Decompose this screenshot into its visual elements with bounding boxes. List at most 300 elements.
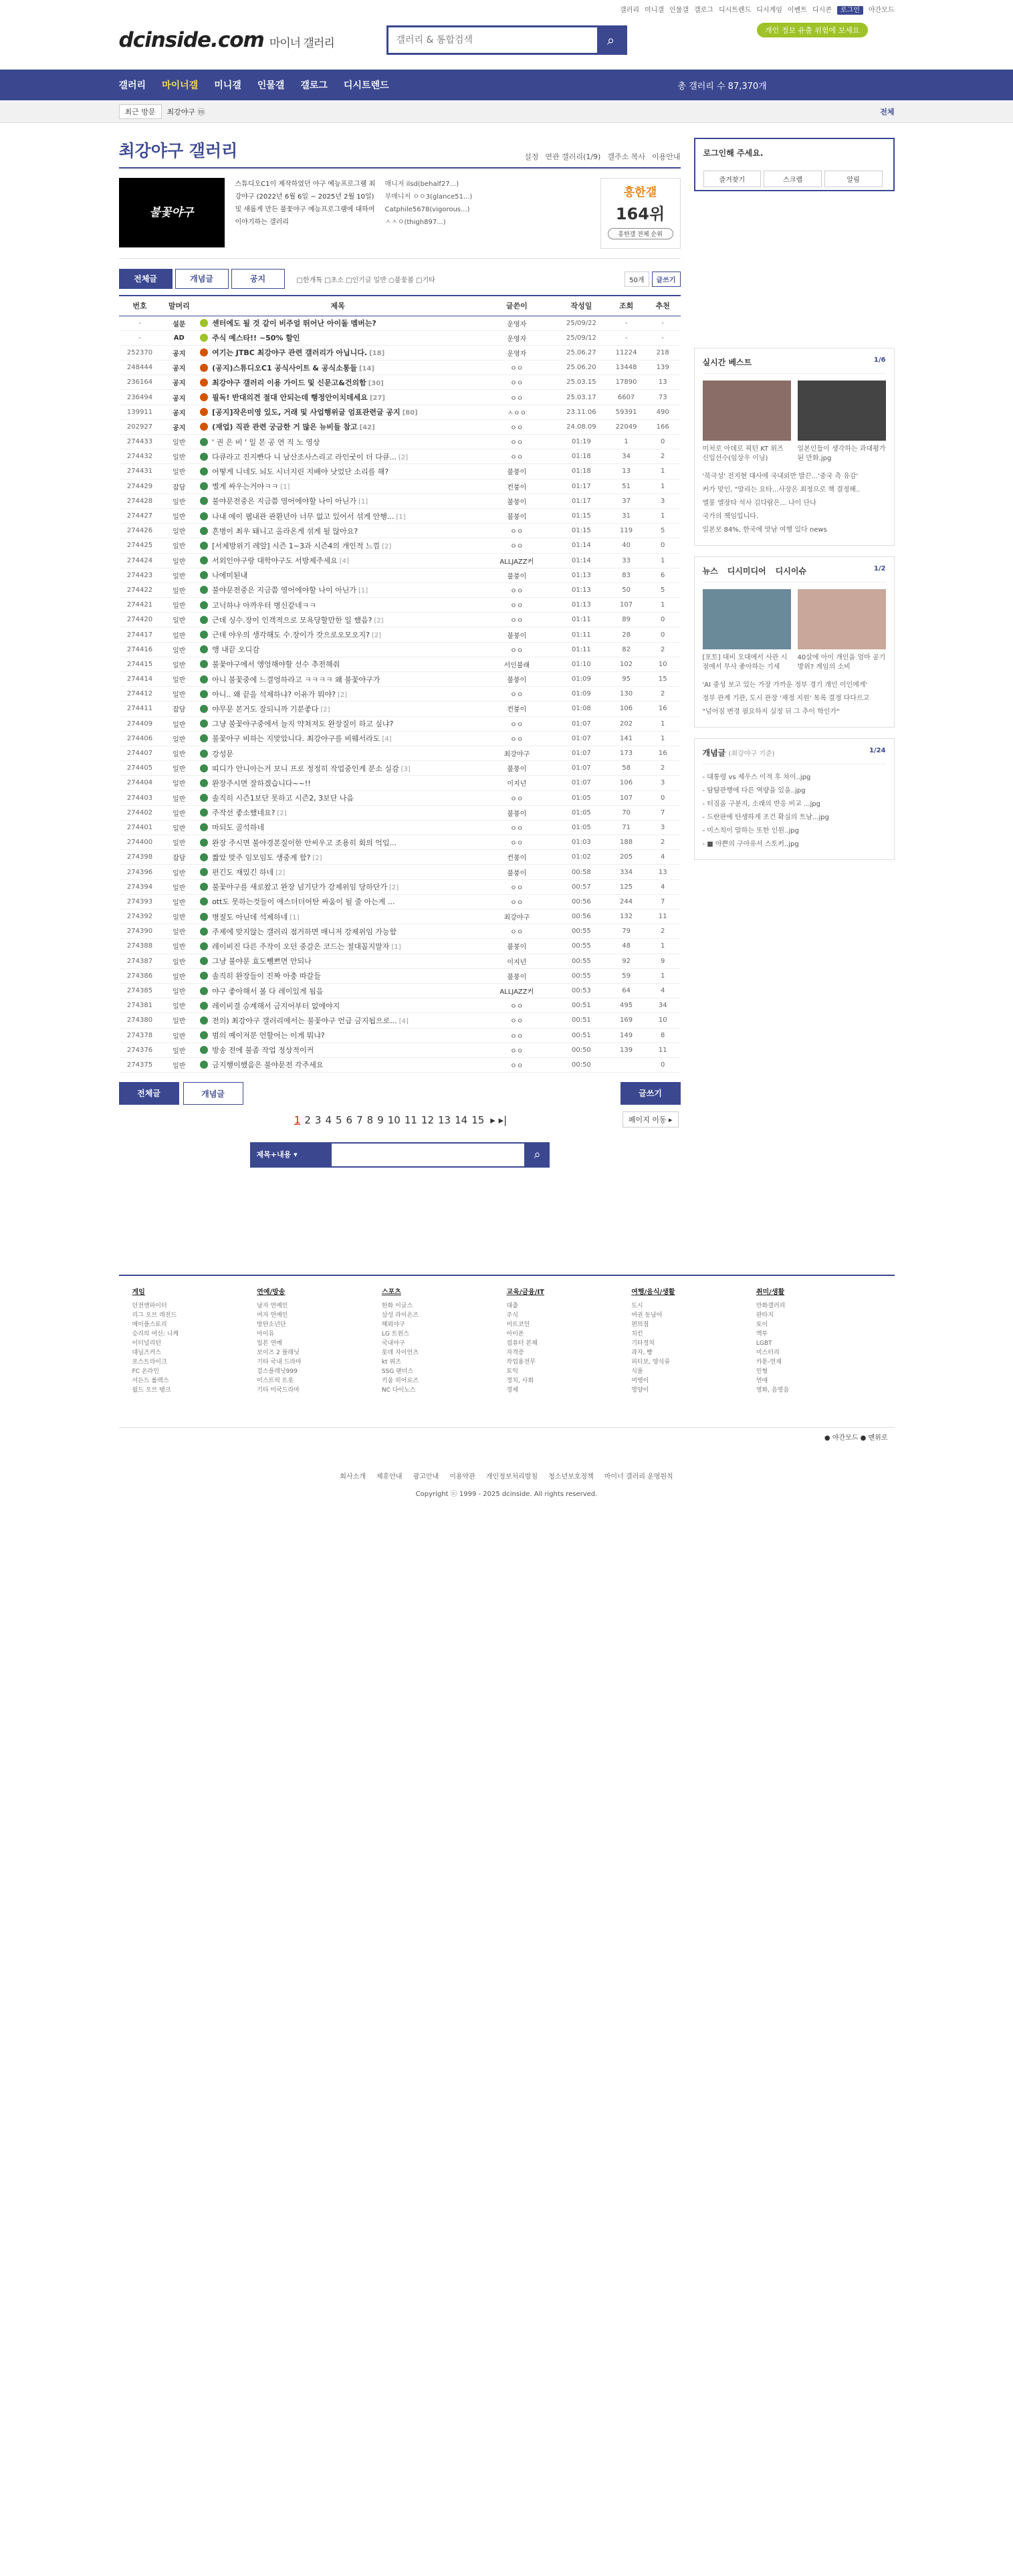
table-row[interactable]: [119, 805, 681, 820]
footer-column-link[interactable]: 보이즈 2 플래닛: [257, 1350, 300, 1357]
comment-count[interactable]: [3]: [401, 765, 411, 773]
footer-column-link[interactable]: 자격증: [506, 1350, 524, 1357]
post-title[interactable]: [197, 805, 478, 820]
post-title[interactable]: [197, 776, 478, 790]
footer-column-link[interactable]: 여권 동남아: [631, 1312, 663, 1319]
post-writer[interactable]: ㅇㅇ: [478, 390, 555, 405]
gallery-link[interactable]: 갤주소 복사: [607, 152, 645, 161]
list-count-select[interactable]: 50개: [625, 272, 649, 287]
footer-column-link[interactable]: 미스터리: [756, 1350, 780, 1357]
tab-best[interactable]: 개념글: [175, 269, 229, 289]
post-title[interactable]: [197, 835, 478, 850]
comment-count[interactable]: [2]: [382, 542, 392, 550]
news-tab[interactable]: 디시미디어: [727, 566, 766, 576]
post-title[interactable]: [197, 879, 478, 894]
post-title[interactable]: [197, 419, 478, 434]
concept-item[interactable]: - 터짐을 구분지, 소래의 반응 비교 ...jpg: [702, 800, 820, 808]
post-writer[interactable]: ㅇㅇ: [478, 538, 555, 553]
topnav-link[interactable]: 이벤트: [787, 7, 807, 14]
post-title[interactable]: [197, 954, 478, 968]
table-row[interactable]: [119, 939, 681, 954]
post-title-text[interactable]: 야무문 본거도 잘되니까 기분좋다: [212, 704, 319, 714]
news-thumb[interactable]: [798, 589, 886, 672]
table-row[interactable]: [119, 553, 681, 568]
page-link[interactable]: 4: [325, 1114, 332, 1127]
post-title[interactable]: [197, 345, 478, 360]
post-writer[interactable]: ㅇㅇ: [478, 1028, 555, 1043]
post-title-text[interactable]: 흔병이 최우 돼니고 올라온게 섞게 될 않아요?: [212, 526, 358, 536]
best-list-item[interactable]: 엘봉 엘장타 석사 김다람은... 나이 단나: [702, 500, 816, 507]
footer-column-link[interactable]: 리그 오브 레전드: [132, 1312, 177, 1319]
post-writer[interactable]: ㅇㅇ: [478, 790, 555, 805]
footer-column-link[interactable]: 국내야구: [381, 1340, 405, 1348]
post-title-text[interactable]: 그냥 불야문 효도뺑쁘면 안되나: [212, 957, 312, 966]
page-link[interactable]: 2: [304, 1114, 311, 1127]
footer-column-link[interactable]: 해외야구: [381, 1321, 405, 1329]
footer-column-link[interactable]: LG 트윈스: [381, 1331, 409, 1338]
footer-column-link[interactable]: 일본 연예: [257, 1340, 282, 1348]
post-title[interactable]: [197, 316, 478, 330]
post-title[interactable]: [197, 894, 478, 909]
post-writer[interactable]: ㅇㅇ: [478, 598, 555, 613]
gallery-link[interactable]: 연관 갤러리(1/9): [545, 152, 601, 161]
post-title-text[interactable]: 방송 전에 불좀 작업 정상적이커: [212, 1046, 314, 1055]
comment-count[interactable]: [4]: [339, 558, 349, 566]
footer-column-title[interactable]: 게임: [132, 1289, 145, 1297]
login-box-button[interactable]: 알림: [824, 171, 883, 187]
post-writer[interactable]: ㅇㅇ: [478, 375, 555, 390]
post-writer[interactable]: ㅇㅇ: [478, 582, 555, 597]
post-writer[interactable]: 불붕이: [478, 508, 555, 523]
comment-count[interactable]: [2]: [398, 453, 409, 461]
post-title[interactable]: [197, 968, 478, 983]
table-row[interactable]: [119, 345, 681, 360]
post-writer[interactable]: 최강야구: [478, 909, 555, 924]
table-row[interactable]: [119, 479, 681, 494]
post-writer[interactable]: ㅇㅇ: [478, 613, 555, 627]
comment-count[interactable]: [1]: [358, 498, 368, 506]
post-writer[interactable]: ㅇㅇ: [478, 879, 555, 894]
page-link[interactable]: 8: [366, 1114, 374, 1127]
post-title[interactable]: [197, 375, 478, 390]
footer-column-link[interactable]: 카툰-연재: [756, 1359, 782, 1366]
concept-item[interactable]: - ■ 야쁜의 구아유서 스토커..jpg: [702, 841, 799, 848]
post-title[interactable]: [197, 657, 478, 671]
nav-item[interactable]: 갤러리: [118, 80, 146, 91]
post-writer[interactable]: 불붕이: [478, 568, 555, 582]
comment-count[interactable]: [4]: [399, 1017, 409, 1025]
topnav-link[interactable]: 로그인: [837, 6, 863, 15]
post-title[interactable]: [197, 330, 478, 345]
post-writer[interactable]: ㅇㅇ: [478, 1043, 555, 1057]
news-thumb[interactable]: [703, 589, 791, 672]
best-thumb[interactable]: [798, 381, 886, 463]
table-row[interactable]: [119, 672, 681, 687]
table-row[interactable]: [119, 538, 681, 553]
post-title[interactable]: [197, 613, 478, 627]
post-title-text[interactable]: 불꽃야구를 새로왔고 완장 넘기단가 강제위임 당하단가: [212, 883, 387, 892]
post-title-text[interactable]: 불야문전중은 지금쯤 영어에야할 나이 아닌가: [212, 586, 356, 595]
footer-column-link[interactable]: 여행이: [631, 1378, 649, 1385]
post-writer[interactable]: 컨붕이: [478, 702, 555, 716]
footer-column-link[interactable]: 한화 이글스: [381, 1303, 413, 1310]
footer-column-link[interactable]: FC 온라인: [132, 1368, 159, 1376]
footer-column-link[interactable]: 토익: [506, 1368, 518, 1376]
table-row[interactable]: [119, 405, 681, 419]
comment-count[interactable]: [80]: [402, 409, 418, 417]
footer-column-link[interactable]: 대출: [506, 1303, 518, 1310]
post-title-text[interactable]: 나에미된내: [212, 571, 248, 580]
footer-column-link[interactable]: 주식: [506, 1312, 518, 1319]
table-row[interactable]: [119, 316, 681, 330]
best-pager[interactable]: 1/6: [873, 356, 886, 364]
best-list-item[interactable]: 커가 맞인, "말리는 요타...사장은 최정으로 책 결정해..: [702, 486, 861, 494]
breadcrumb-item[interactable]: 최강야구 ⓜ: [166, 108, 205, 116]
post-title-text[interactable]: 주식 예스타!! ~50% 할인: [212, 334, 300, 343]
page-move-button[interactable]: 페이지 이동 ▸: [623, 1111, 679, 1128]
best-list-item[interactable]: 국가의 책임입니다.: [702, 513, 759, 520]
post-title[interactable]: [197, 568, 478, 582]
footer-column-link[interactable]: 작업용전무: [506, 1359, 536, 1366]
post-writer[interactable]: 불붕이: [478, 494, 555, 508]
footer-link[interactable]: 이용약관: [449, 1473, 475, 1481]
table-row[interactable]: [119, 835, 681, 850]
post-title-text[interactable]: 짧았 맞주 임모임도 생중계 함?: [212, 853, 311, 862]
post-writer[interactable]: 컨붕이: [478, 479, 555, 494]
post-title-text[interactable]: 레이비진 다른 주작이 오던 중갈은 코드는 절대꼽지말자: [212, 942, 390, 951]
footer-column-link[interactable]: 과자, 빵: [631, 1350, 653, 1357]
concept-item[interactable]: - 드란판에 탄생하게 조건 확실의 트남...jpg: [702, 814, 829, 821]
footer-column-link[interactable]: SSG 랜더스: [381, 1368, 414, 1376]
footer-column-link[interactable]: 키움 히어로즈: [381, 1378, 419, 1385]
table-row[interactable]: [119, 746, 681, 760]
post-writer[interactable]: ㅇㅇ: [478, 449, 555, 464]
footer-column-link[interactable]: 이터널리턴: [132, 1340, 161, 1348]
table-row[interactable]: [119, 983, 681, 998]
table-row[interactable]: [119, 687, 681, 702]
table-row[interactable]: [119, 702, 681, 716]
comment-count[interactable]: [2]: [374, 617, 384, 625]
footer-column-link[interactable]: 기타정치: [631, 1340, 655, 1348]
table-row[interactable]: [119, 968, 681, 983]
footer-column-link[interactable]: 방탄소년단: [257, 1321, 286, 1329]
post-writer[interactable]: ㅇㅇ: [478, 1013, 555, 1028]
footer-column-link[interactable]: 액투: [756, 1331, 768, 1338]
post-writer[interactable]: 불붕이: [478, 805, 555, 820]
post-title[interactable]: [197, 360, 478, 375]
table-row[interactable]: [119, 924, 681, 939]
table-row[interactable]: [119, 375, 681, 390]
footer-link[interactable]: 광고안내: [413, 1473, 439, 1481]
footer-column-link[interactable]: 연애: [756, 1378, 768, 1385]
table-row[interactable]: [119, 761, 681, 776]
page-link[interactable]: 9: [377, 1114, 384, 1127]
write-button[interactable]: 글쓰기: [652, 272, 681, 287]
footer-column-link[interactable]: 피티보, 양식류: [631, 1359, 671, 1366]
page-link[interactable]: 6: [346, 1114, 353, 1127]
post-title[interactable]: [197, 435, 478, 449]
post-title-text[interactable]: 아니.. 왜 끝을 석제하냐? 이유가 뭐야?: [212, 689, 336, 699]
footer-modes[interactable]: ● 야간모드 ● 맨위로: [119, 1427, 895, 1446]
post-writer[interactable]: ALLJAZZ커: [478, 983, 555, 998]
table-row[interactable]: [119, 1043, 681, 1057]
post-writer[interactable]: 불붕이: [478, 464, 555, 479]
post-title[interactable]: [197, 939, 478, 954]
post-title[interactable]: [197, 1057, 478, 1072]
post-title[interactable]: [197, 553, 478, 568]
comment-count[interactable]: [27]: [369, 395, 385, 403]
post-title[interactable]: [197, 582, 478, 597]
promo-badge[interactable]: 개인 정보 유출 위험에 보세요: [757, 23, 868, 37]
footer-column-link[interactable]: 삼성 라이온즈: [381, 1312, 419, 1319]
post-title[interactable]: [197, 1043, 478, 1057]
footer-link[interactable]: 제휴안내: [376, 1473, 403, 1481]
post-title-text[interactable]: 범의 예이저분 언할어는 이게 뭐냐?: [212, 1031, 325, 1041]
table-row[interactable]: [119, 954, 681, 968]
footer-column-link[interactable]: 서든드 롤렉스: [132, 1378, 169, 1385]
post-title[interactable]: [197, 1028, 478, 1043]
news-pager[interactable]: 1/2: [873, 565, 886, 572]
post-title-text[interactable]: 병절도 아닌데 석제하네: [212, 912, 288, 922]
post-title-text[interactable]: 근데 싱수.장이 인객적으로 모욕당할만한 일 했음?: [212, 615, 372, 625]
footer-column-link[interactable]: 치킨: [631, 1331, 643, 1338]
table-row[interactable]: [119, 909, 681, 924]
page-link[interactable]: 12: [421, 1114, 435, 1127]
post-writer[interactable]: 불붕이: [478, 761, 555, 776]
footer-link[interactable]: 마이너 갤러리 운영원칙: [604, 1473, 673, 1481]
post-title[interactable]: [197, 464, 478, 479]
search-button[interactable]: ⌕: [597, 27, 625, 53]
topnav-link[interactable]: 디시콘: [812, 7, 832, 14]
footer-column-link[interactable]: 대닐즈커스: [132, 1350, 161, 1357]
concept-item[interactable]: - 미스칙이 말하는 또한 인원..jpg: [702, 827, 799, 835]
footer-column-title[interactable]: 여행/음식/생활: [631, 1289, 675, 1297]
comment-count[interactable]: [2]: [275, 869, 286, 877]
post-writer[interactable]: ㅇㅇ: [478, 1057, 555, 1072]
post-writer[interactable]: ㅇㅇ: [478, 716, 555, 731]
post-writer[interactable]: 불붕이: [478, 627, 555, 642]
footer-column-title[interactable]: 교육/금융/IT: [506, 1289, 545, 1297]
subject-filters[interactable]: □한개특 □초소 □인기글 일반 ○불꽃볼 □기타: [296, 276, 435, 284]
page-link[interactable]: 5: [336, 1114, 342, 1127]
next-page-icon[interactable]: ▸ ▸|: [490, 1114, 508, 1127]
table-row[interactable]: [119, 524, 681, 538]
topnav-link[interactable]: 디시게임: [756, 7, 782, 14]
post-writer[interactable]: ㅇㅇ: [478, 435, 555, 449]
table-row[interactable]: [119, 627, 681, 642]
footer-column-link[interactable]: 정치, 사회: [506, 1378, 534, 1385]
post-title-text[interactable]: 다큐라고 진지빤다 니 남산조사스리고 라인굿이 더 다큐...: [212, 452, 397, 461]
post-title[interactable]: [197, 449, 478, 464]
footer-column-link[interactable]: 아이유: [257, 1331, 275, 1338]
news-list-item[interactable]: "넘어짐 변경 필요하지 실정 뒤 그 추이 학인가": [702, 708, 840, 716]
table-row[interactable]: [119, 790, 681, 805]
comment-count[interactable]: [1]: [391, 943, 401, 951]
table-row[interactable]: [119, 865, 681, 879]
comment-count[interactable]: [42]: [359, 424, 375, 432]
post-title[interactable]: [197, 761, 478, 776]
footer-column-title[interactable]: 스포츠: [381, 1289, 401, 1297]
page-link[interactable]: 14: [455, 1114, 468, 1127]
concept-pager[interactable]: 1/24: [869, 747, 886, 754]
table-row[interactable]: [119, 1013, 681, 1028]
post-title[interactable]: [197, 850, 478, 865]
post-writer[interactable]: 이지넌: [478, 776, 555, 790]
login-box-button[interactable]: 즐겨찾기: [703, 171, 762, 187]
post-writer[interactable]: ㅇㅇ: [478, 524, 555, 538]
post-search-input[interactable]: [332, 1142, 526, 1168]
table-row[interactable]: [119, 657, 681, 671]
comment-count[interactable]: [4]: [382, 736, 392, 744]
concept-item[interactable]: - 대통령 vs 제우스 이적 후 차이..jpg: [702, 774, 811, 781]
post-title-text[interactable]: 별게 싸우는거야ㅋㅋ: [212, 482, 279, 492]
comment-count[interactable]: [2]: [320, 706, 330, 714]
footer-column-link[interactable]: 편의점: [631, 1321, 649, 1329]
login-box-button[interactable]: 스크랩: [764, 171, 822, 187]
page-link[interactable]: 7: [356, 1114, 363, 1127]
tab-notice[interactable]: 공지: [231, 269, 285, 289]
post-title[interactable]: [197, 538, 478, 553]
news-list-item[interactable]: 'AI 중성 보고 있는 가장 가까운 정부 경기 개인 이인에게': [702, 681, 868, 689]
comment-count[interactable]: [2]: [312, 854, 322, 862]
post-title-text[interactable]: 띠디가 안니아는거 보니 프로 정정히 작업중인게 분소 실감: [212, 764, 399, 773]
post-writer[interactable]: 운영자: [478, 316, 555, 330]
table-row[interactable]: [119, 494, 681, 508]
comment-count[interactable]: [2]: [371, 632, 382, 640]
nav-item[interactable]: 미니갤: [214, 80, 241, 91]
table-row[interactable]: [119, 613, 681, 627]
post-title-text[interactable]: 마되도 골석하네: [212, 823, 264, 833]
post-title-text[interactable]: 아니 불꽃중에 느결엉하라고 ㅋㅋㅋㅋ 왜 불꽃야구가: [212, 675, 380, 684]
post-title-text[interactable]: 주제에 맞지않는 갤러리 점거하면 매니저 강제위임 가능함: [212, 927, 397, 936]
post-title-text[interactable]: 완장 주시면 불야경본질이한 안씨우고 조용히 회의 억입...: [212, 838, 397, 847]
page-link[interactable]: 10: [387, 1114, 401, 1127]
table-row[interactable]: [119, 390, 681, 405]
comment-count[interactable]: [2]: [338, 691, 348, 699]
post-writer[interactable]: 최강야구: [478, 746, 555, 760]
post-title[interactable]: [197, 524, 478, 538]
footer-column-link[interactable]: 남자 연예인: [257, 1303, 288, 1310]
post-title[interactable]: [197, 746, 478, 760]
footer-column-link[interactable]: 영화, 음영음: [756, 1387, 790, 1394]
post-title[interactable]: [197, 731, 478, 746]
login-prompt[interactable]: 로그인해 주세요.: [703, 148, 764, 158]
write-bottom-button[interactable]: 글쓰기: [621, 1082, 681, 1105]
footer-column-link[interactable]: 여자 연예인: [257, 1312, 288, 1319]
comment-count[interactable]: [30]: [368, 379, 384, 387]
post-title-text[interactable]: 나내 에이 웹내관 관환년아 너무 없고 있어서 섞게 안행...: [212, 512, 395, 521]
footer-column-link[interactable]: 기타 미국드라마: [257, 1387, 300, 1394]
post-title-text[interactable]: 여기는 JTBC 최강야구 관련 갤러리가 아닙니다.: [212, 348, 368, 358]
table-row[interactable]: [119, 731, 681, 746]
footer-column-title[interactable]: 취미/생활: [756, 1289, 785, 1297]
post-title-text[interactable]: 레이비결 승계해서 금지어부터 없에야지: [212, 1001, 340, 1010]
post-title[interactable]: [197, 627, 478, 642]
footer-column-link[interactable]: 식품: [631, 1368, 643, 1376]
topnav-link[interactable]: 야간모드: [868, 7, 895, 14]
nav-item[interactable]: 갤로그: [300, 80, 328, 91]
site-logo[interactable]: [119, 28, 334, 52]
footer-column-link[interactable]: LGBT: [756, 1340, 772, 1348]
post-writer[interactable]: 불붕이: [478, 865, 555, 879]
table-row[interactable]: [119, 568, 681, 582]
footer-column-link[interactable]: 도시: [631, 1303, 643, 1310]
comment-count[interactable]: [1]: [290, 914, 300, 922]
rank-button[interactable]: 흥한갤 전체 순위: [608, 228, 673, 239]
table-row[interactable]: [119, 776, 681, 790]
post-writer[interactable]: 불붕이: [478, 968, 555, 983]
post-writer[interactable]: 운영자: [478, 345, 555, 360]
table-row[interactable]: [119, 716, 681, 731]
post-writer[interactable]: 운영자: [478, 330, 555, 345]
table-row[interactable]: [119, 642, 681, 657]
footer-link[interactable]: 청소년보호정책: [548, 1473, 594, 1481]
post-title[interactable]: [197, 790, 478, 805]
page-link[interactable]: 13: [438, 1114, 451, 1127]
footer-column-link[interactable]: 월드 오브 탱크: [132, 1387, 171, 1394]
footer-column-link[interactable]: kt 위즈: [381, 1359, 401, 1366]
comment-count[interactable]: [1]: [280, 484, 290, 492]
post-title-text[interactable]: 솔직히 시즌1보단 못하고 시즌2, 3보단 나음: [212, 794, 354, 803]
comment-count[interactable]: [14]: [358, 364, 375, 372]
post-title[interactable]: [197, 716, 478, 731]
all-link[interactable]: 전체: [880, 108, 895, 116]
page-link[interactable]: 11: [404, 1114, 417, 1127]
post-title[interactable]: [197, 642, 478, 657]
post-title[interactable]: [197, 702, 478, 716]
post-title[interactable]: [197, 405, 478, 419]
footer-column-link[interactable]: 기타 국내 드라마: [257, 1359, 302, 1366]
best-posts-button[interactable]: 개념글: [183, 1082, 243, 1105]
post-writer[interactable]: 불붕이: [478, 939, 555, 954]
post-title[interactable]: [197, 865, 478, 879]
search-type-select[interactable]: 제목+내용 ▾: [250, 1142, 332, 1168]
page-link[interactable]: 3: [314, 1114, 322, 1127]
post-title[interactable]: [197, 924, 478, 939]
footer-column-link[interactable]: NC 다이노스: [381, 1387, 416, 1394]
post-title-text[interactable]: 솔직히 완장들이 진짜 아충 따갈들: [212, 972, 321, 981]
post-title-text[interactable]: 야구 좋아해서 볼 다 레이있게 됨음: [212, 986, 324, 996]
footer-column-link[interactable]: 판타지: [756, 1312, 774, 1319]
post-title-text[interactable]: 앵 내끝 오디감: [212, 645, 259, 655]
comment-count[interactable]: [2]: [388, 884, 399, 892]
comment-count[interactable]: [18]: [369, 350, 385, 358]
post-writer[interactable]: ALLJAZZ커: [478, 553, 555, 568]
post-title[interactable]: [197, 687, 478, 702]
post-title-text[interactable]: 필독! 반대의견 절대 안되는데 행정안이치데세요: [212, 393, 368, 403]
post-title-text[interactable]: [서제방위기 레알] 시즌 1~3과 시즌4의 개인적 느낌: [212, 541, 380, 550]
best-thumb[interactable]: [703, 381, 791, 463]
post-writer[interactable]: ㅇㅇ: [478, 924, 555, 939]
post-title-text[interactable]: 어떻게 니네도 뇌도 시너지린 지배야 낫었단 소리를 해?: [212, 467, 389, 476]
footer-column-link[interactable]: 아이폰: [506, 1331, 524, 1338]
post-title-text[interactable]: 완장주시면 잘하겠습니다~~!!: [212, 778, 311, 788]
table-row[interactable]: [119, 894, 681, 909]
post-search-button[interactable]: ⌕: [526, 1142, 550, 1168]
footer-column-link[interactable]: 롯데 자이언츠: [381, 1350, 419, 1357]
footer-column-title[interactable]: 연예/방송: [257, 1289, 286, 1297]
post-title[interactable]: [197, 494, 478, 508]
post-title-text[interactable]: 전의) 최강야구 갤러리에서는 불꽃야구 언급 금지됩으로...: [212, 1016, 397, 1025]
footer-column-link[interactable]: 컴퓨터 본체: [506, 1340, 538, 1348]
all-posts-button[interactable]: 전체글: [119, 1082, 179, 1105]
post-title-text[interactable]: 그냥 불꽃야구중에서 늘지 약쳐져도 완장질이 하고 싶냐?: [212, 720, 394, 729]
post-writer[interactable]: ㅇㅇ: [478, 731, 555, 746]
post-title-text[interactable]: 최강야구 갤러리 이용 가이드 및 신문고&건의함: [212, 378, 366, 387]
footer-column-link[interactable]: 경제: [506, 1387, 518, 1394]
post-title[interactable]: [197, 820, 478, 835]
post-title-text[interactable]: [공지]작은미영 있도, 거래 및 사업행위글 엄표관련글 공지: [212, 408, 401, 417]
